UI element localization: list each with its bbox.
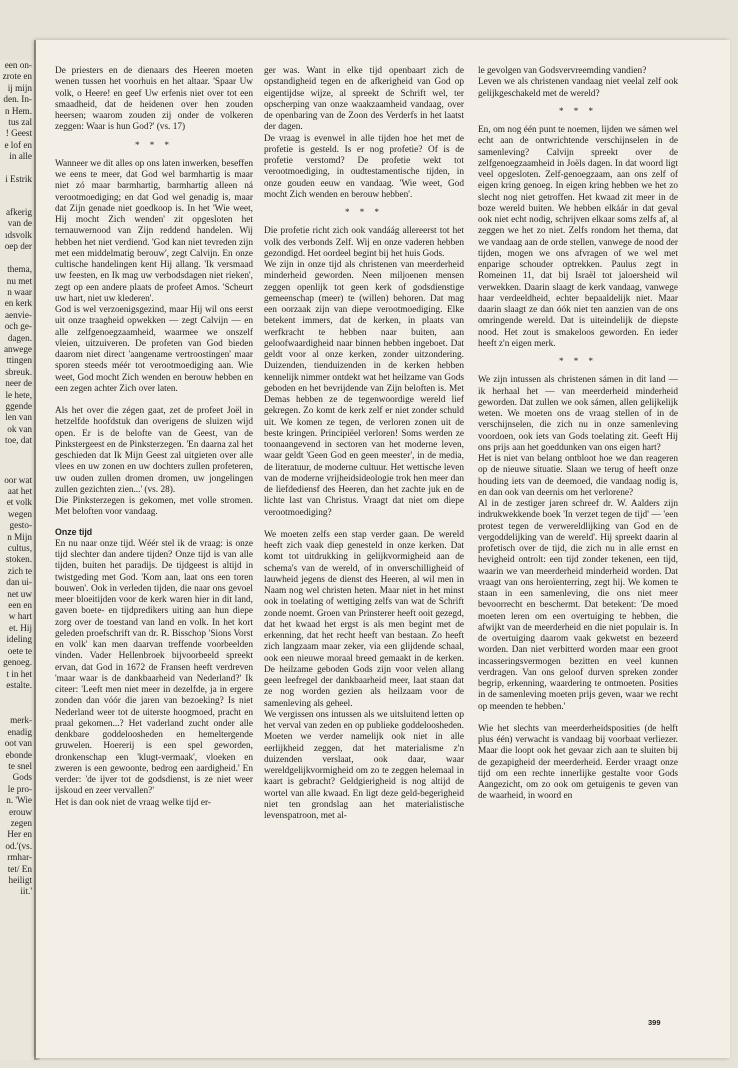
paragraph: God is wel verzoenigsgezind, maar Hij wil ons eerst uit onze traagheid opwekken — zegt Calvijn — en alle zelfgenoegzaamheid, waarmee we onszelf vleien, uitzuiveren. De profeten van God bieden daarom niet direct 'aangename vertroostingen' maar sporen steeds méér tot verootmoediging aan. Wie weet, God mocht Zich wenden en berouw hebben en een zegen achter Zich over laten. [55,305,253,394]
prev-page-line: Her en [7,829,32,840]
prev-page-line: n waar [7,286,32,297]
prev-page-line: ideling [6,634,32,645]
paragraph: Al in de zestiger jaren schreef dr. W. Aalders zijn indrukwekkende boek 'In verzet tegen de tijd' — 'een protest tegen de verwereldlijking van God en de vergoddelijking van de wereld'. Hij spreekt daarin al profetisch over de tijd, die zich nu in alle ernst en hevigheid ontrolt: een tijd zonder tekenen, een tijd, waarin we van meerderheid minderheid worden. Dat vraagt van ons heroïenterring, zegt hij. We komen te staan in een samenleving, die ons niet meer bevoorrecht en beschermt. Dat betekent: 'De moed moeten leren om een overtuiging te hebben, die afwijkt van de meerderheid en die niet populair is. In de overtuiging daarom vaak gekwetst en bezeerd worden. Dan niet verbitterd worden maar een groot incasseringsvermogen bezitten en veel kunnen verdragen. Van ons geloof durven spreken zonder begrip, erkenning, waardering te ontmoeten. Posities in de samenleving moeten prijs geven, waar we recht op meenden te hebben.' [478,499,678,712]
prev-page-line: en kerk [4,298,32,309]
prev-page-line: aat het [7,486,32,496]
prev-page-line: aenvie- [4,309,32,320]
paragraph: Leven we als christenen vandaag niet veelal zelf ook gelijkgeschakeld met de wereld? [478,77,678,99]
section-divider: * * * [345,207,383,217]
prev-page-line: w hart [8,611,32,622]
paragraph: Die Pinksterzegen is gekomen, met volle stromen. Met beloften voor vandaag. [55,496,253,518]
prev-page-line: sbreuk. [5,366,32,377]
prev-page-line: cultus, [7,543,32,554]
prev-page-line: dagen. [7,332,32,343]
section-divider: * * * [559,105,597,116]
paragraph: We moeten zelfs een stap verder gaan. De wereld heeft zich vaak diep genesteld in onze kerken. Dat komt tot uitdrukking in gelijkvormigheid aan de schema's van de wereld, of in onverschilligheid of lauwheid jegens de dienst des Heeren, al wil men in Naam nog wel christen heten. Maar niet in het minst ook in toelating of wettiging zelfs van wat de Schrift zonde noemt. Groen van Prinsterer heeft ooit gezegd, dat het kwaad het ergst is als men begint met de erkenning, dat het recht heeft van bestaan. Zo heeft zich langzaam maar zeker, via een glijdende schaal, ook een nieuwe moraal breed gemaakt in de kerken. De heilzame geboden Gods zijn voor velen allang geen leefregel der dankbaarheid meer, laat staan dat ze nog worden gezien als heilzaam voor de samenleving als geheel. [264,529,464,709]
paragraph: ger was. Want in elke tijd openbaart zich de opstandigheid tegen en de afkerigheid van God op eigentijdse wijze, al spreekt de Schrift wel, ter opscherping van onze waakzaamheid vandaag, over de openbaring van de Zoon des Verderfs in het laatst der dagen. [264,66,464,133]
prev-page-line: le hete, [5,389,32,400]
paragraph: We zijn in onze tijd als christenen van meerderheid minderheid geworden. Neen miljoenen mensen zeggen openlijk tot geen kerk of godsdienstige gemeenschap (meer) te (willen) behoren. Dat mag een oorzaak zijn van diepe verootmoediging. Elke betekent immers, dat de kerken, in plaats van werfkracht te hebben naar buiten, aan geloofwaardigheid naar binnen hebben ingeboet. Dat geldt voor al onze kerken, zonder uitzondering. Duizenden, tienduizenden in de kerken hebben kennelijk nimmer ontdekt wat het heilzame van Gods geboden en het bevrijdende van Zijn beloften is. Met Demas hebben ze de tegenwoordige wereld lief gekregen. Zo komt de kerk zelf er niet zonder schuld uit. We komen ze tegen, de verloren zonen uit de beste kringen. Principiëel verloren! Soms werden ze toonaangevend in sectoren van het moderne leven, waar geldt 'Geen God en geen meester', in de media, de literatuur, de moderne cultuur. Het wettische leven van de moderne vrijheidsideologie trok hen meer dan de liefdediensf des Heeren, dan het zachte juk en de lichte last van Christus. Vraagt dat niet om diepe verootmoediging? [264,260,464,518]
prev-page-line: te snel [8,760,32,771]
prev-page-line: oor wat [4,474,32,485]
prev-page-block-4 [0,475,34,692]
prev-page-line: dan ui- [6,577,32,588]
paragraph: Wanneer we dit alles op ons laten inwerken, beseffen we eens te meer, dat God wel barmhartig is maar niet zó maar barmhartig, barmhartig alleen ná verootmoediging; en dat God wel genadig is, maar dat Zijn genade niet goedkoop is. In het 'Wie weet, Hij mocht Zich wenden' zit opgesloten het ternauwernood van Zijn reddend handelen. Wij hebben het niet verdiend. 'God kan niet tevreden zijn met een middelmatig berouw', zegt Calvijn. En onze cultische handelingen kent Hij allang. 'Ik versmaad uw feesten, en Ik mag uw verbodsdagen niet rieken', zegt op een andere plaats de profeet Amos. 'Scheurt uw hart, niet uw klederen'. [55,158,253,304]
prev-page-line: rmhar- [7,852,32,863]
prev-page-line: gesto- [9,520,32,531]
prev-page-line: tus zal [8,117,32,128]
prev-page-line: Gods [12,772,32,783]
prev-page-line: thema, [7,264,32,275]
prev-page-line: n. 'Wie [6,795,32,806]
prev-page-line: een en [8,600,32,611]
prev-page-line: le pro- [7,783,32,794]
prev-page-line: stoken. [5,554,32,565]
prev-page-line: toe, dat [4,435,32,446]
prev-page-line: ggende [5,400,32,411]
prev-page-line: ebonde [5,749,32,760]
prev-page-line: afkerig [5,207,32,218]
paragraph: En, om nog één punt te noemen, lijden we sámen wel echt aan de ontwrichtende verschijnselen in de samenleving? Calvijn spreekt over de zelfgenoegzaamheid in Joëls dagen. In dat woord ligt veel opgesloten. Zelf-genoegzaam, aan ons zelf of eigen kring genoeg. In eigen kring hebben we het zo slecht nog niet getroffen. Het kwaad zit meer in de boze wereld buiten. We hebben elkáár in dat geval ook niet echt nodig, schrijven elkaar soms zelfs af, al zeggen we het zo niet. Zelfs rondom het thema, dat we vandaag aan de orde stellen, vanwege de nood der tijden, mogen we ons afvragen of we wel met enparige schouder optrekken. Paulus zegt in Romeinen 11, dat bij Israël tot jaloersheid wil verwekken. Daarin slaagt de kerk vandaag, vanwege haar verdeeldheid, echter bepaaldelijk niet. Maar daarin slaagt ze dan óók niet ten aanzien van de ons omringende wereld. Dat is uiteindelijk de diepste nood. Het zout is smakeloos geworden. En ieder heeft z'n eigen merk. [478,125,678,349]
prev-page-line: ok van [7,423,32,434]
prev-page-line: merk- [10,715,32,726]
previous-page-fragment [0,60,34,1060]
prev-page-block-3 [0,207,34,447]
column-3 [478,66,678,803]
prev-page-line: ıdsvolk [4,229,32,240]
prev-page-line: ttingen [6,355,32,366]
paragraph: Het is dan ook niet de vraag welke tijd er- [55,797,211,808]
prev-page-block-5 [0,715,34,898]
paragraph: Als het over die zégen gaat, zet de profeet Joël in hetzelfde hoofdstuk dan overigens de sluizen wijd open. Er is de belofte van de Geest, van de Pinkstergeest en de Pinksterzegen. 'En daarna zal het geschieden dat Ik Mijn Geest zal uitgieten over alle vlees en uw zonen en uw dochters zullen profeteren, uw ouden zullen dromen dromen, uw jongelingen zullen gezichten zien...' (vs. 28). [55,406,253,495]
section-divider: * * * [135,139,173,150]
paragraph: Wie het slechts van meerderheidsposities (de helft plus één) verwacht is vandaag bij voorbaat verliezer. Maar die loopt ook het gevaar zich aan te sluiten bij de gezapigheid der meerderheid. Eerder vraagt onze tijd om een rechte innerlijke gestalte voor Gods Aangezicht, om zo ook om getuigenis te geven van de waarheid, in woord en [478,723,678,802]
column-2 [264,66,464,822]
prev-page-line: zrote en [2,71,32,82]
prev-page-line: nu met [6,275,32,286]
prev-page-line: zich te [7,565,32,576]
prev-page-line: wegen [8,508,32,519]
prev-page-line: t in het [6,668,32,679]
prev-page-line: anwege [3,343,32,354]
prev-page-line: e lof en [4,139,32,150]
prev-page-line: och ge- [4,321,32,332]
prev-page-line: heiligt [8,875,32,885]
prev-page-line: enadig [7,726,32,737]
prev-page-line: ! Geest [5,128,32,139]
prev-page-block-1 [0,60,34,163]
prev-page-line: n Hem. [4,105,32,116]
prev-page-line: den. In- [3,94,32,105]
prev-page-line: genoeg. [3,657,32,668]
prev-page-line: erouw [9,806,32,817]
paragraph: Het is niet van belang ontbloot hoe we dan reageren op de nieuwe situatie. Slaan we terug of heeft onze houding iets van de deemoed, die vandaag nodig is, en dan ook van deernis om het verlorene? [478,454,678,498]
paragraph: Die profetie richt zich ook vandáág allereerst tot het volk des verbonds Zelf. Wij en onze vaderen hebben gezondigd. Het oordeel begint bij het huis Gods. [264,226,464,259]
section-heading: Onze tijd [55,526,93,537]
prev-page-line: neer de [5,378,32,389]
prev-page-line: tet/ En [7,863,32,874]
prev-page-line: et volk [6,497,32,508]
prev-page-line: iit.' [20,886,32,897]
column-1 [55,66,253,809]
prev-page-line: net uw [7,588,32,599]
prev-page-line: zegen [10,817,32,828]
prev-page-block-2 [0,174,34,185]
paragraph: De priesters en de dienaars des Heeren moeten wenen tussen het voorhuis en het altaar. 'Spaar Uw volk, o Heere! en geef Uw erfenis niet over tot een smaadheid, dat de heidenen over hen zouden heersen; waarom zouden zij onder de volkeren zeggen: Waar is hun God?' (vs. 17) [55,66,253,133]
prev-page-line [0,253,34,264]
paragraph: We zijn intussen als christenen sámen in dit land — ik herhaal het — van meerderheid minderheid geworden. Dat zullen we ook sámen, allen gelijkelijk weten. We moeten ons de vraag stellen of in de verschijnselen, die zich nu in onze samenleving voordoen, ook iets van Gods toelating zit. Geeft Hij ons prijs aan het goeddunken van ons eigen hart? [478,375,678,453]
paragraph: De vraag is evenwel in alle tijden hoe het met de profetie is gesteld. Is er nog profetie? Of is de profetie verstomd? De profetie wekt tot verootmoediging, in oudtestamentische tijden, in onze gouden eeuw en vandaag. 'Wie weet, God mocht Zich wenden en berouw hebben'. [264,133,464,200]
paragraph: We vergissen ons intussen als we uitsluitend letten op het verval van zeden en op publieke goddeloosheden. Moeten we verder namelijk ook niet in alle eerlijkheid zeggen, dat het materialisme z'n duizenden verslaat, ook daar, waar wereldgelijkvormigheid om zo te zeggen helemaal in kaart is gebracht? Geldgierigheid is nog altijd de wortel van alle kwaad. En ligt deze geld-begerigheid niet ten grondslag aan het materialistische levenspatroon, met al- [264,709,464,821]
paragraph: le gevolgen van Godsvervreemding vandien? [478,66,647,76]
prev-page-line: od.'(vs. [5,840,32,851]
prev-page-line: van de [7,218,32,229]
prev-page-line: oep der [4,241,32,252]
prev-page-line: i Estrik [5,173,32,184]
paragraph: En nu naar onze tijd. Wéér stel ik de vraag: is onze tijd slechter dan andere tijden? Onze tijd is van alle tijden, buiten het paradijs. De tijdgeest is altijd in twistgeding met God. 'Kom aan, laat ons een toren bouwen'. Ook in verleden tijden, die naar ons gevoel meer bloeitijden voor de kerk waren hier in dit land, gaven boete- en tijdpredikers uiting aan hun diepe zorg over de toestand van land en volk. In het kort geleden proefschrift van dr. R. Bisschop 'Sions Vorst en volk' kan men daarvan treffende voorbeelden vinden. Vader Hellenbroek bijvoorbeeld spreekt ervan, dat God in 1672 de Fransen heeft verdreven 'maar waar is de dankbaarheid van Nederland?' Ik citeer: 'Leeft men niet meer in dezelfde, ja in ergere zonden dan vóór die jaren van bezoeking? Is niet Nederland weer tot de uiterste hoogmoed, pracht en praal gekomen...? Het vaderland zucht onder alle denkbare goddeloosheden en hemeltergende gruwelen. Hoererij is een spel geworden, dronkenschap een 'klugt-vermaak', vloeken en zweren is een gewoonte, bedrog een aardigheid.' En verder: 'de ijver tot de godsdienst, is ze niet weer ijskoud en zeer vervallen?' [55,538,253,797]
prev-page-line: oete te [7,645,32,656]
section-divider: * * * [559,356,597,366]
prev-page-line: een on- [4,60,32,70]
prev-page-line: oot van [4,738,32,749]
prev-page-line: in alle [9,151,32,162]
page-number: 399 [648,1018,661,1027]
prev-page-line: len van [5,412,32,423]
prev-page-line: estalte. [6,679,32,690]
prev-page-line: n Mijn [7,531,32,542]
prev-page-line: ij mijn [7,82,32,93]
prev-page-line: et. Hij [9,622,32,633]
